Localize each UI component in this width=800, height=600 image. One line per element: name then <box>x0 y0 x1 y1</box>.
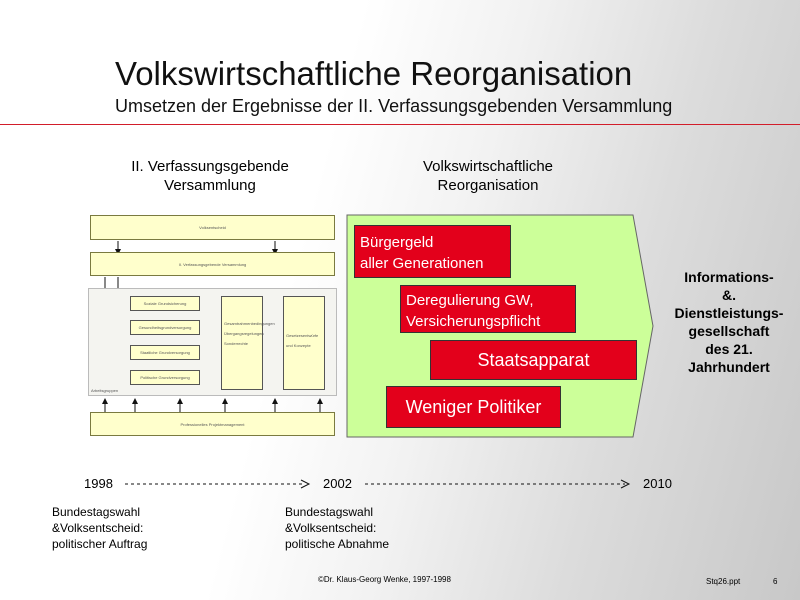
verfassungsversammlung-box: II. Verfassungsgebende Versammlung <box>90 252 335 276</box>
rahmenbedingungen-box <box>221 296 275 390</box>
outcome-line6: Jahrhundert <box>688 359 770 375</box>
slide-title: Volkswirtschaftliche Reorganisation <box>115 55 633 92</box>
outcome-line1: Informations- <box>684 269 774 285</box>
outcome-text <box>660 268 798 376</box>
year-2010: 2010 <box>643 476 672 491</box>
right-heading-line2: Reorganisation <box>437 177 539 194</box>
year-1998: 1998 <box>84 476 113 491</box>
outcome-line5: des 21. <box>705 341 753 357</box>
middle-box-line-1: Gesamtrahmenbedingungen <box>224 321 275 326</box>
buergergeld-line1: Bürgergeld <box>360 234 434 251</box>
copyright: ©Dr. Klaus-Georg Wenke, 1997-1998 <box>318 575 451 584</box>
deregulierung-box <box>400 285 576 333</box>
inner-box-4: Politische Grundversorgung <box>130 370 200 385</box>
year-2002: 2002 <box>323 476 352 491</box>
middle-box-line-2: Übergangsregelungen <box>224 331 264 336</box>
label-2002: Bundestagswahl &Volksentscheid: politische Abnahme <box>285 505 390 551</box>
filename: Stq26.ppt <box>706 577 741 586</box>
right-column-heading <box>388 157 588 195</box>
middle-box-line-3: Sonderrechte <box>224 341 249 346</box>
timeline-arrow-2 <box>365 476 635 492</box>
left-heading-line1: II. Verfassungsgebende <box>131 158 289 175</box>
inner-box-2: Gesundheitsgrundversorgung <box>130 320 200 335</box>
deregulierung-line2: Versicherungspflicht <box>406 313 541 330</box>
label-1998: Bundestagswahl &Volksentscheid: politischer Auftrag <box>52 505 148 551</box>
title-divider <box>0 124 800 125</box>
buergergeld-line2: aller Generationen <box>360 255 484 272</box>
outcome-line3: Dienstleistungs- <box>674 305 784 321</box>
right-box-line-1: Gesetzesentwürfe und Konzepte <box>286 333 319 348</box>
buergergeld-box <box>354 225 511 278</box>
inner-box-3: Staatliche Grundversorgung <box>130 345 200 360</box>
arbeitsgruppen-label: Arbeitsgruppen <box>91 388 119 393</box>
staatsapparat-box <box>430 340 637 380</box>
slide-subtitle: Umsetzen der Ergebnisse der II. Verfassungsgebenden Versammlung <box>115 96 673 116</box>
left-heading-line2: Versammlung <box>164 177 256 194</box>
staatsapparat-label: Staatsapparat <box>477 349 590 370</box>
deregulierung-line1: Deregulierung GW, <box>406 292 534 309</box>
timeline-arrow-1 <box>125 476 315 492</box>
weniger-politiker-box <box>386 386 561 428</box>
volksentscheid-box: Volksentscheid <box>90 215 335 240</box>
right-heading-line1: Volkswirtschaftliche <box>422 158 554 175</box>
gesetzesentwuerfe-box <box>283 296 325 390</box>
inner-box-1: Soziale Grundsicherung <box>130 296 200 311</box>
projektmanagement-box: Professionelles Projektmanagement <box>90 412 335 436</box>
outcome-line2: &. <box>722 287 736 303</box>
page-number: 6 <box>773 577 778 586</box>
outcome-line4: gesellschaft <box>688 323 770 339</box>
weniger-politiker-label: Weniger Politiker <box>405 396 542 417</box>
left-column-heading <box>100 157 320 195</box>
